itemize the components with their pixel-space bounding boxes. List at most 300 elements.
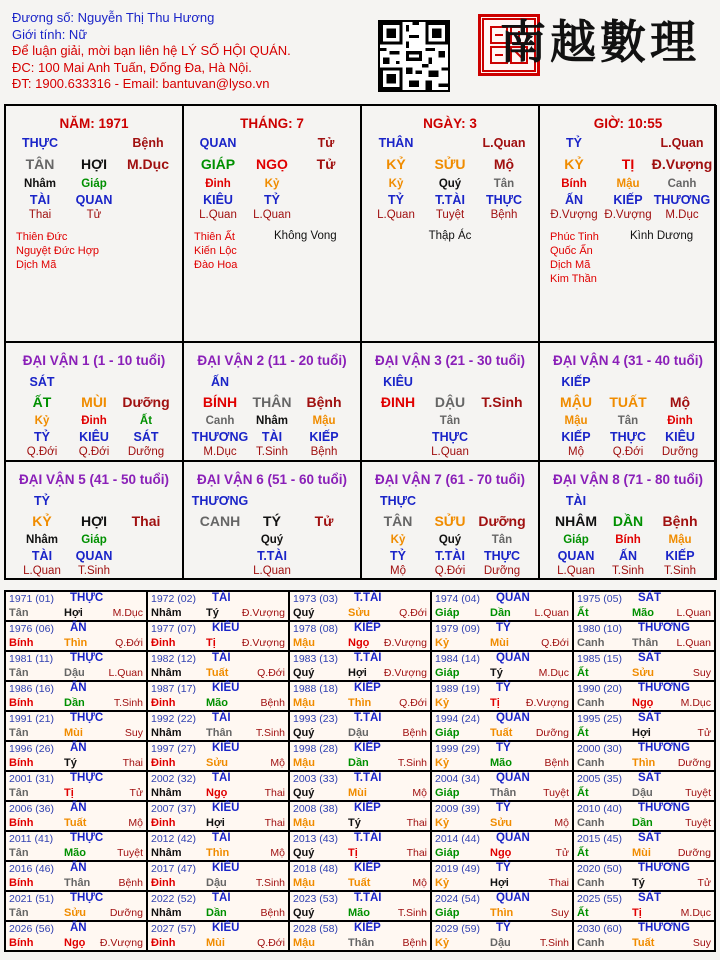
star-item: Kim Thần — [550, 273, 597, 285]
year-stage: Bệnh — [402, 727, 427, 739]
year-label: 1976 (06) — [9, 623, 54, 635]
year-cell[interactable] — [573, 741, 715, 771]
year-star: THỰC — [70, 832, 104, 844]
cell-text: Dưỡng — [483, 565, 521, 577]
cell-text: Giáp — [81, 178, 107, 190]
year-branch: Tị — [490, 697, 500, 709]
cell-text: Q.Đới — [26, 446, 58, 458]
daivan-cell[interactable] — [361, 461, 539, 580]
year-stage: Đ.Vượng — [99, 937, 143, 949]
year-stem: Tân — [9, 787, 29, 799]
qr-code-icon — [380, 22, 448, 90]
cell-text: Dưỡng — [478, 513, 526, 529]
year-stem: Kỷ — [435, 817, 450, 829]
star-item: Dịch Mã — [16, 259, 57, 271]
cell-text: HỢI — [81, 156, 107, 172]
year-star: THỰC — [70, 592, 104, 604]
year-stage: T.Sinh — [255, 727, 285, 739]
year-stage: Đ.Vượng — [383, 637, 427, 649]
year-branch: Hợi — [632, 727, 651, 739]
year-label: 2024 (54) — [435, 893, 480, 905]
year-cell[interactable] — [289, 711, 431, 741]
pillar-cell[interactable] — [183, 105, 361, 342]
daivan-cell[interactable] — [5, 342, 183, 461]
year-stage: T.Sinh — [255, 877, 285, 889]
year-stem: Nhâm — [151, 847, 182, 859]
year-star: T.TÀI — [354, 652, 382, 664]
cell-text: L.Quan — [431, 446, 469, 458]
cell-text: M.Dục — [203, 446, 237, 458]
year-cell[interactable] — [431, 681, 573, 711]
year-stem: Mậu — [293, 817, 315, 829]
cell-text: QUAN — [557, 549, 595, 563]
year-cell[interactable] — [5, 861, 147, 891]
year-cell[interactable] — [573, 891, 715, 921]
year-label: 1995 (25) — [577, 713, 622, 725]
cell-text: T.TÀI — [257, 549, 287, 563]
cell-text: Mậu — [616, 178, 640, 190]
year-branch: Thân — [348, 937, 375, 949]
year-cell[interactable] — [5, 741, 147, 771]
year-stage: Tuyệt — [117, 847, 143, 859]
year-stem: Kỷ — [435, 637, 450, 649]
year-cell[interactable] — [431, 741, 573, 771]
year-stem: Quý — [293, 907, 315, 919]
cell-text: THÂN — [378, 136, 414, 150]
year-cell[interactable] — [289, 771, 431, 801]
cell-text: THƯƠNG — [191, 430, 249, 444]
year-star: T.TÀI — [354, 832, 382, 844]
year-cell[interactable] — [431, 861, 573, 891]
year-label: 1975 (05) — [577, 593, 622, 605]
year-stage: M.Dục — [538, 667, 569, 679]
daivan-cell[interactable] — [539, 342, 717, 461]
year-label: 2008 (38) — [293, 803, 338, 815]
year-cell[interactable] — [431, 801, 573, 831]
cell-text: BÍNH — [202, 394, 238, 410]
year-label: 1980 (10) — [577, 623, 622, 635]
pillar-title: NĂM: 1971 — [59, 116, 129, 131]
year-label: 1973 (03) — [293, 593, 338, 605]
year-branch: Tuất — [632, 937, 655, 949]
star-item: Quốc Ấn — [550, 245, 593, 257]
year-cell[interactable] — [431, 831, 573, 861]
cell-text: QUAN — [75, 549, 113, 563]
year-star: QUAN — [496, 832, 530, 844]
year-star: TÀI — [212, 652, 231, 664]
cell-text: Mậu — [312, 415, 336, 427]
year-stem: Nhâm — [151, 907, 182, 919]
year-cell[interactable] — [5, 921, 147, 951]
cell-text: THỰC — [609, 430, 647, 444]
year-star: KIÊU — [212, 862, 240, 874]
year-branch: Thìn — [490, 907, 514, 919]
year-stage: Thai — [264, 817, 285, 829]
cell-text: Mậu — [668, 534, 692, 546]
year-stem: Đinh — [151, 877, 176, 889]
daivan-cell[interactable] — [361, 342, 539, 461]
year-branch: Dần — [348, 757, 369, 769]
year-stem: Giáp — [435, 607, 460, 619]
year-star: ẤN — [70, 862, 87, 874]
daivan-cell[interactable] — [183, 342, 361, 461]
year-stage: Tuyệt — [685, 817, 711, 829]
year-star: ẤN — [70, 922, 87, 934]
year-branch: Tuất — [64, 817, 87, 829]
star-item: Phúc Tinh — [550, 231, 599, 243]
year-branch: Mão — [206, 697, 228, 709]
year-stem: Giáp — [435, 787, 460, 799]
year-stage: Mộ — [554, 817, 569, 829]
year-star: TỶ — [496, 862, 511, 874]
cell-text: THỰC — [431, 430, 469, 444]
year-branch: Tuất — [490, 727, 513, 739]
year-star: SÁT — [638, 832, 661, 844]
year-stem: Nhâm — [151, 667, 182, 679]
year-branch: Mão — [64, 847, 86, 859]
year-cell[interactable] — [289, 891, 431, 921]
cell-text: Canh — [205, 415, 235, 427]
year-stage: M.Dục — [680, 697, 711, 709]
cell-text: Bính — [561, 178, 587, 190]
cell-text: QUAN — [75, 193, 113, 207]
year-stem: Ất — [577, 727, 589, 739]
cell-text: Tử — [314, 513, 334, 529]
cell-text: Mộ — [568, 446, 584, 458]
year-cell[interactable] — [5, 651, 147, 681]
year-cell[interactable] — [147, 621, 289, 651]
year-cell[interactable] — [147, 801, 289, 831]
cell-text: Kỷ — [390, 534, 406, 546]
year-label: 2021 (51) — [9, 893, 54, 905]
year-stage: T.Sinh — [113, 697, 143, 709]
year-label: 2026 (56) — [9, 923, 54, 935]
year-cell[interactable] — [289, 861, 431, 891]
year-stem: Ất — [577, 787, 589, 799]
year-star: KIÊU — [212, 802, 240, 814]
year-cell[interactable] — [289, 741, 431, 771]
year-stage: T.Sinh — [397, 757, 427, 769]
cell-text: THƯƠNG — [653, 193, 711, 207]
year-cell[interactable] — [5, 681, 147, 711]
cell-text: KIÊU — [79, 430, 109, 444]
cell-text: Đ.Vượng — [651, 156, 713, 172]
year-star: THƯƠNG — [638, 622, 690, 634]
year-stage: M.Dục — [680, 907, 711, 919]
year-branch: Ngọ — [64, 937, 86, 949]
year-stem: Kỷ — [435, 697, 450, 709]
year-cell[interactable] — [573, 831, 715, 861]
year-branch: Thìn — [632, 757, 656, 769]
year-star: QUAN — [496, 712, 530, 724]
pillar-title: NGÀY: 3 — [423, 116, 477, 131]
cell-text: NGỌ — [256, 156, 288, 172]
year-label: 2025 (55) — [577, 893, 622, 905]
year-cell[interactable] — [573, 801, 715, 831]
year-label: 2001 (31) — [9, 773, 54, 785]
year-star: T.TÀI — [354, 592, 382, 604]
daivan-star: KIÊU — [383, 375, 413, 389]
cell-text: Giáp — [81, 534, 107, 546]
cell-text: THỰC — [485, 193, 523, 207]
year-label: 1993 (23) — [293, 713, 338, 725]
year-cell[interactable] — [431, 651, 573, 681]
year-stage: Tuyệt — [685, 787, 711, 799]
year-stage: Đ.Vượng — [241, 607, 285, 619]
year-cell[interactable] — [431, 891, 573, 921]
year-label: 2002 (32) — [151, 773, 196, 785]
year-star: SÁT — [638, 772, 661, 784]
year-cell[interactable] — [289, 591, 431, 621]
year-star: QUAN — [496, 652, 530, 664]
year-stem: Đinh — [151, 757, 176, 769]
year-branch: Mão — [632, 607, 654, 619]
year-cell[interactable] — [289, 681, 431, 711]
daivan-title: ĐẠI VẬN 4 (31 - 40 tuổi) — [552, 353, 704, 368]
cell-text: Tử — [317, 136, 335, 150]
year-label: 2014 (44) — [435, 833, 480, 845]
year-branch: Dậu — [632, 787, 653, 799]
year-label: 2004 (34) — [435, 773, 480, 785]
year-stage: Q.Đới — [115, 637, 143, 649]
year-cell[interactable] — [5, 711, 147, 741]
year-stage: Bệnh — [544, 757, 569, 769]
cell-text: ĐINH — [380, 394, 416, 410]
year-label: 1991 (21) — [9, 713, 54, 725]
year-cell[interactable] — [5, 891, 147, 921]
year-stage: L.Quan — [676, 637, 711, 649]
year-stage: Bệnh — [260, 697, 285, 709]
year-stage: Mộ — [128, 817, 143, 829]
year-cell[interactable] — [573, 771, 715, 801]
year-stage: Q.Đới — [399, 607, 427, 619]
year-stage: Bệnh — [402, 937, 427, 949]
cell-text: SÁT — [133, 430, 159, 444]
year-stem: Ất — [577, 667, 589, 679]
year-branch: Dần — [632, 817, 653, 829]
year-star: ẤN — [70, 742, 87, 754]
year-star: TÀI — [212, 592, 231, 604]
year-star: TÀI — [212, 772, 231, 784]
cell-text: M.Dục — [127, 156, 169, 172]
cell-text: SỬU — [434, 156, 466, 172]
year-cell[interactable] — [431, 591, 573, 621]
year-cell[interactable] — [147, 651, 289, 681]
year-star: TỶ — [496, 682, 511, 694]
year-branch: Sửu — [206, 757, 229, 769]
year-cell[interactable] — [147, 771, 289, 801]
daivan-cell[interactable] — [539, 461, 717, 580]
year-label: 1983 (13) — [293, 653, 338, 665]
qr-code[interactable] — [378, 20, 450, 92]
year-star: THƯƠNG — [638, 682, 690, 694]
star-item: Nguyệt Đức Hợp — [16, 245, 100, 257]
cell-text: Kỷ — [388, 178, 404, 190]
year-cell[interactable] — [289, 831, 431, 861]
year-star: ẤN — [70, 682, 87, 694]
year-cell[interactable] — [431, 771, 573, 801]
year-stem: Bính — [9, 637, 34, 649]
cell-text: Nhâm — [24, 178, 56, 190]
cell-text: KIẾP — [561, 430, 591, 444]
header-info — [12, 10, 291, 93]
year-stem: Bính — [9, 757, 34, 769]
year-stem: Kỷ — [435, 877, 450, 889]
year-stage: M.Dục — [112, 607, 143, 619]
year-branch: Thìn — [64, 637, 88, 649]
year-stage: Mộ — [412, 877, 427, 889]
year-cell[interactable] — [5, 621, 147, 651]
year-star: ẤN — [70, 622, 87, 634]
year-cell[interactable] — [5, 801, 147, 831]
year-stem: Mậu — [293, 697, 315, 709]
year-cell[interactable] — [431, 711, 573, 741]
cell-text: ẤN — [618, 549, 638, 563]
year-cell[interactable] — [147, 921, 289, 951]
year-cell[interactable] — [289, 621, 431, 651]
year-stem: Ất — [577, 847, 589, 859]
year-cell[interactable] — [573, 711, 715, 741]
year-label: 1999 (29) — [435, 743, 480, 755]
year-stage: Thai — [406, 817, 427, 829]
cell-text: Quý — [438, 178, 462, 190]
cell-text: Bệnh — [132, 136, 164, 150]
year-stage: Dưỡng — [677, 757, 711, 769]
year-branch: Ngọ — [206, 787, 228, 799]
cell-text: L.Quan — [23, 565, 61, 577]
year-branch: Thân — [490, 787, 517, 799]
year-star: THƯƠNG — [638, 922, 690, 934]
cell-text: Mộ — [390, 565, 406, 577]
year-cell[interactable] — [5, 591, 147, 621]
year-cell[interactable] — [573, 921, 715, 951]
year-branch: Dần — [206, 907, 227, 919]
year-star: T.TÀI — [354, 892, 382, 904]
year-branch: Mão — [348, 907, 370, 919]
special-star: Thập Ác — [428, 230, 472, 242]
daivan-title: ĐẠI VẬN 8 (71 - 80 tuổi) — [552, 472, 704, 487]
cell-text: Bệnh — [306, 394, 342, 410]
year-star: T.TÀI — [354, 712, 382, 724]
year-stem: Giáp — [435, 907, 460, 919]
year-cell[interactable] — [573, 861, 715, 891]
star-list — [550, 230, 599, 286]
cell-text: Tử — [316, 156, 336, 172]
year-cell[interactable] — [573, 621, 715, 651]
year-cell[interactable] — [147, 891, 289, 921]
year-cell[interactable] — [147, 861, 289, 891]
year-branch: Ngọ — [348, 637, 370, 649]
year-star: SÁT — [638, 712, 661, 724]
cell-text: ẤN — [564, 193, 584, 207]
year-stage: Suy — [124, 727, 143, 739]
cell-text: Mậu — [564, 415, 588, 427]
year-stem: Giáp — [435, 847, 460, 859]
year-stem: Ất — [577, 907, 589, 919]
daivan-cell[interactable] — [5, 461, 183, 580]
year-cell[interactable] — [147, 741, 289, 771]
year-branch: Sửu — [490, 817, 513, 829]
year-stem: Đinh — [151, 937, 176, 949]
cell-text: Nhâm — [26, 534, 58, 546]
year-cell[interactable] — [5, 831, 147, 861]
year-label: 2023 (53) — [293, 893, 338, 905]
year-cell[interactable] — [147, 831, 289, 861]
pillar-cell[interactable] — [5, 105, 183, 342]
year-cell[interactable] — [147, 711, 289, 741]
year-label: 1997 (27) — [151, 743, 196, 755]
year-cell[interactable] — [573, 681, 715, 711]
phone-email-line: ĐT: 1900.633316 - Email: bantuvan@lyso.vn — [12, 76, 270, 91]
year-label: 1986 (16) — [9, 683, 54, 695]
year-cell[interactable] — [5, 771, 147, 801]
pillar-cell[interactable] — [539, 105, 717, 342]
cell-text: HỢI — [81, 513, 107, 529]
year-stage: L.Quan — [108, 667, 143, 679]
pillar-cell[interactable] — [361, 105, 539, 342]
year-label: 2022 (52) — [151, 893, 196, 905]
cell-text: Quý — [260, 534, 284, 546]
year-branch: Thân — [632, 637, 659, 649]
owner-name: Đương số: Nguyễn Thị Thu Hương — [12, 10, 215, 25]
cell-text: T.Sinh — [256, 446, 288, 458]
year-branch: Mão — [490, 757, 512, 769]
year-cell[interactable] — [573, 651, 715, 681]
year-stage: Đ.Vượng — [525, 697, 569, 709]
year-cell[interactable] — [147, 591, 289, 621]
cell-text: Canh — [667, 178, 697, 190]
cell-text: TÀI — [261, 430, 283, 444]
daivan-cell[interactable] — [183, 461, 361, 580]
year-label: 2029 (59) — [435, 923, 480, 935]
year-cell[interactable] — [431, 621, 573, 651]
year-stage: Tử — [129, 787, 143, 799]
cell-text: KIẾP — [613, 193, 643, 207]
year-branch: Tuất — [348, 877, 371, 889]
cell-text: TỶ — [388, 193, 404, 207]
year-cell[interactable] — [573, 591, 715, 621]
year-stage: L.Quan — [676, 607, 711, 619]
year-star: KIÊU — [212, 682, 240, 694]
year-branch: Tý — [64, 757, 77, 769]
year-stage: Tuyệt — [543, 787, 569, 799]
year-label: 2013 (43) — [293, 833, 338, 845]
year-label: 1988 (18) — [293, 683, 338, 695]
year-branch: Hợi — [348, 667, 367, 679]
star-item: Dịch Mã — [550, 259, 591, 271]
daivan-star: KIẾP — [561, 375, 591, 389]
year-cell[interactable] — [147, 681, 289, 711]
year-cell[interactable] — [289, 921, 431, 951]
year-stem: Tân — [9, 907, 29, 919]
year-branch: Sửu — [632, 667, 655, 679]
year-label: 1982 (12) — [151, 653, 196, 665]
star-item: Thiên Đức — [16, 231, 68, 243]
year-star: THỰC — [70, 772, 104, 784]
year-cell[interactable] — [289, 651, 431, 681]
year-cell[interactable] — [431, 921, 573, 951]
cell-text: Tử — [86, 209, 102, 221]
year-cell[interactable] — [289, 801, 431, 831]
cell-text: Ất — [139, 415, 153, 427]
special-star: Không Vong — [274, 230, 337, 242]
pillar-title: GIỜ: 10:55 — [593, 116, 663, 131]
year-branch: Thân — [206, 727, 233, 739]
cell-text: Dưỡng — [127, 446, 165, 458]
year-stage: L.Quan — [534, 607, 569, 619]
cell-text: Q.Đới — [434, 565, 466, 577]
year-branch: Tý — [632, 877, 645, 889]
